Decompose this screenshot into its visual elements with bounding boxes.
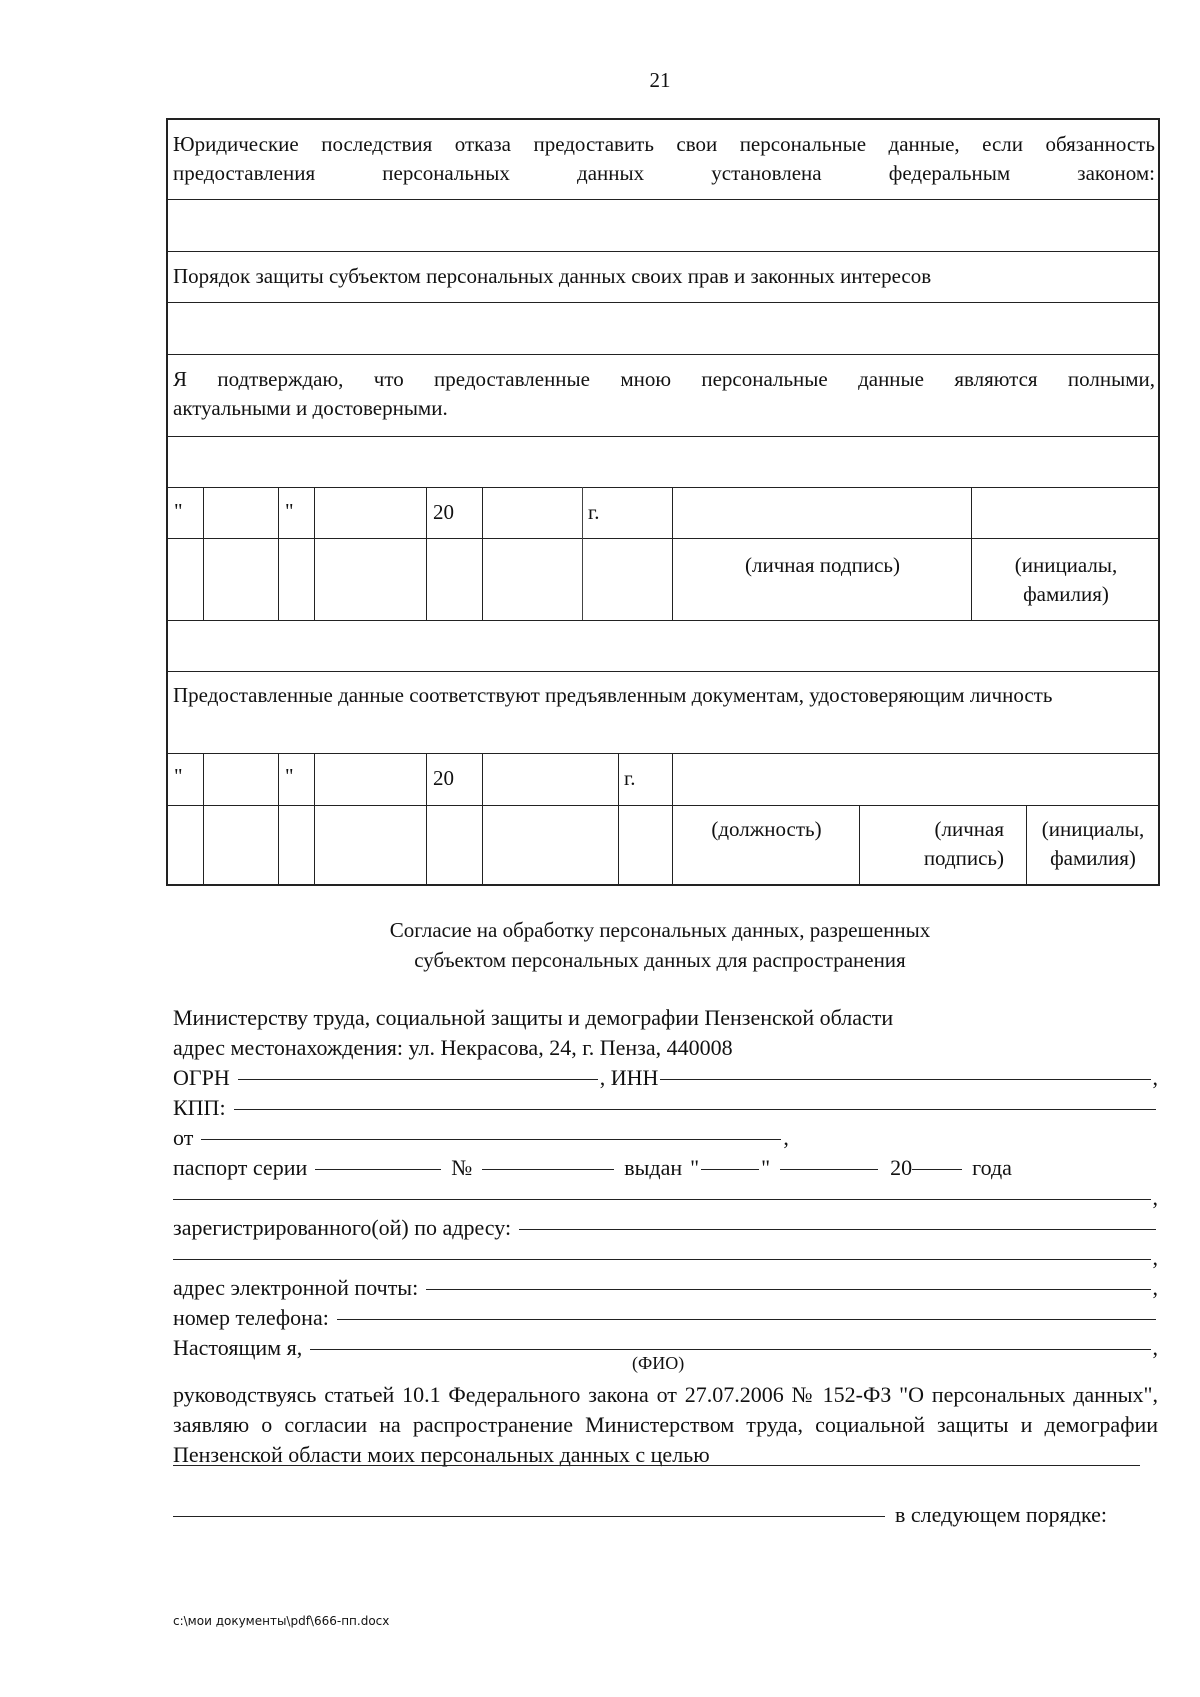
year-suffix: г. [588, 500, 600, 524]
documents-match-text: Предоставленные данные соответствуют предъявленным документам, удостоверяющим личность [173, 683, 1053, 707]
consent-body-text: руководствуясь статьей 10.1 Федерального закона от 27.07.2006 № 152-ФЗ "О персональных данных", заявляю о согласии на распространение Министерством труда, социальной защиты и демографии Пензенской области моих персональных данных с целью [173, 1382, 1158, 1467]
cell-divider [482, 487, 483, 620]
year-word: года [972, 1155, 1012, 1180]
passport-number-sign: № [451, 1155, 473, 1180]
footer-file-path: c:\мои документы\pdf\666-пп.docx [173, 1614, 390, 1628]
issued-by-field[interactable] [173, 1199, 1151, 1200]
cell-divider [314, 487, 315, 620]
registered-line [173, 1213, 1158, 1243]
ogrn-comma: , [599, 1065, 611, 1090]
from-comma: , [783, 1125, 789, 1150]
recipient-line [173, 1003, 1158, 1033]
fio-comma: , [1152, 1335, 1158, 1360]
issued-year-field[interactable] [912, 1169, 962, 1170]
issued-year-prefix: 20 [890, 1155, 913, 1180]
cell-divider [426, 487, 427, 620]
year-suffix-2: г. [624, 766, 636, 790]
row-divider [166, 487, 1160, 488]
row-divider [166, 251, 1160, 252]
row-divider [166, 805, 1160, 806]
recipient-text: Министерству труда, социальной защиты и демографии Пензенской области [173, 1005, 894, 1030]
email-comma: , [1152, 1275, 1158, 1300]
registered-field-2[interactable] [173, 1259, 1151, 1260]
email-label: адрес электронной почты: [173, 1275, 419, 1300]
issued-day-field[interactable] [701, 1169, 759, 1170]
fio-field[interactable] [310, 1349, 1150, 1350]
inn-comma: , [1152, 1065, 1158, 1090]
cell-divider [582, 487, 583, 620]
kpp-label: КПП: [173, 1095, 226, 1120]
day-close-quote-2: " [285, 764, 294, 788]
confirmation-line-1: Я подтверждаю, что предоставленные мною персональные данные являются полными, [173, 367, 1155, 391]
row-divider [166, 753, 1160, 754]
cell-divider [859, 805, 860, 886]
cell-divider [203, 487, 204, 620]
cell-divider [203, 753, 204, 886]
purpose-line-2 [173, 1500, 1158, 1530]
form-table [166, 118, 1160, 886]
purpose-line-1 [173, 1470, 1158, 1500]
hereby-label: Настоящим я, [173, 1335, 303, 1360]
consent-body [173, 1003, 1158, 1363]
cell-divider [618, 753, 619, 886]
cell-divider [482, 753, 483, 886]
issued-by-comma: , [1152, 1185, 1158, 1210]
inn-field[interactable] [660, 1079, 1150, 1080]
phone-field[interactable] [337, 1319, 1156, 1320]
day-close-quote: " [285, 499, 294, 523]
address-line [173, 1033, 1158, 1063]
purpose-field-2[interactable] [173, 1516, 885, 1517]
cell-divider [672, 487, 673, 620]
phone-label: номер телефона: [173, 1305, 329, 1330]
from-field[interactable] [201, 1139, 781, 1140]
issued-month-field[interactable] [780, 1169, 878, 1170]
purpose-field-1[interactable] [173, 1465, 1140, 1466]
ogrn-field[interactable] [238, 1079, 598, 1080]
in-order-text: в следующем порядке: [895, 1502, 1107, 1527]
kpp-field[interactable] [234, 1109, 1156, 1110]
kpp-line [173, 1093, 1158, 1123]
inn-label: ИНН [610, 1065, 659, 1090]
registered-comma: , [1152, 1245, 1158, 1270]
registered-line-2 [173, 1243, 1158, 1273]
row-divider [166, 302, 1160, 303]
issued-label: выдан [624, 1155, 683, 1180]
cell-divider [314, 753, 315, 886]
registered-label: зарегистрированного(ой) по адресу: [173, 1215, 512, 1240]
confirmation-text [173, 365, 1155, 423]
cell-divider [672, 753, 673, 886]
registered-field[interactable] [519, 1229, 1156, 1230]
signature-caption-2: (личная подпись) [923, 817, 1004, 870]
signature-caption: (личная подпись) [745, 553, 900, 577]
legal-consequences-text: Юридические последствия отказа предоставить свои персональные данные, если обязанность предоставления персональных данных установлена федеральным законом: [173, 132, 1155, 185]
passport-line [173, 1153, 1158, 1183]
from-label: от [173, 1125, 194, 1150]
ogrn-inn-line [173, 1063, 1158, 1093]
confirmation-line-2: актуальными и достоверными. [173, 396, 448, 420]
year-prefix-2: 20 [433, 766, 454, 790]
from-line [173, 1123, 1158, 1153]
issued-open-quote: " [690, 1155, 700, 1180]
row-divider [166, 620, 1160, 621]
row-divider [166, 671, 1160, 672]
fio-caption: (ФИО) [632, 1353, 685, 1373]
row-divider [166, 354, 1160, 355]
position-caption: (должность) [711, 817, 822, 841]
initials-caption: (инициалы, фамилия) [1014, 553, 1118, 606]
email-field[interactable] [426, 1289, 1150, 1290]
email-line [173, 1273, 1158, 1303]
row-divider [166, 538, 1160, 539]
cell-divider [1026, 805, 1027, 886]
cell-divider [426, 753, 427, 886]
consent-title-line-2: субъектом персональных данных для распространения [414, 948, 906, 972]
cell-divider [278, 753, 279, 886]
ogrn-label: ОГРН [173, 1065, 230, 1090]
phone-line [173, 1303, 1158, 1333]
cell-divider [278, 487, 279, 620]
address-text: адрес местонахождения: ул. Некрасова, 24, г. Пенза, 440008 [173, 1035, 733, 1060]
passport-number-field[interactable] [482, 1169, 614, 1170]
row-divider [166, 199, 1160, 200]
page-number: 21 [649, 68, 671, 92]
issued-close-quote: " [761, 1155, 771, 1180]
purpose-lines [173, 1470, 1158, 1530]
initials-caption-2: (инициалы, фамилия) [1041, 817, 1145, 870]
passport-series-field[interactable] [315, 1169, 441, 1170]
day-open-quote: " [174, 499, 183, 523]
day-open-quote-2: " [174, 764, 183, 788]
row-divider [166, 436, 1160, 437]
consent-title-line-1: Согласие на обработку персональных данных, разрешенных [389, 918, 931, 942]
cell-divider [971, 487, 972, 620]
protection-order-text: Порядок защиты субъектом персональных данных своих прав и законных интересов [173, 264, 932, 288]
year-prefix: 20 [433, 500, 454, 524]
issued-by-line [173, 1183, 1158, 1213]
passport-series-label: паспорт серии [173, 1155, 308, 1180]
